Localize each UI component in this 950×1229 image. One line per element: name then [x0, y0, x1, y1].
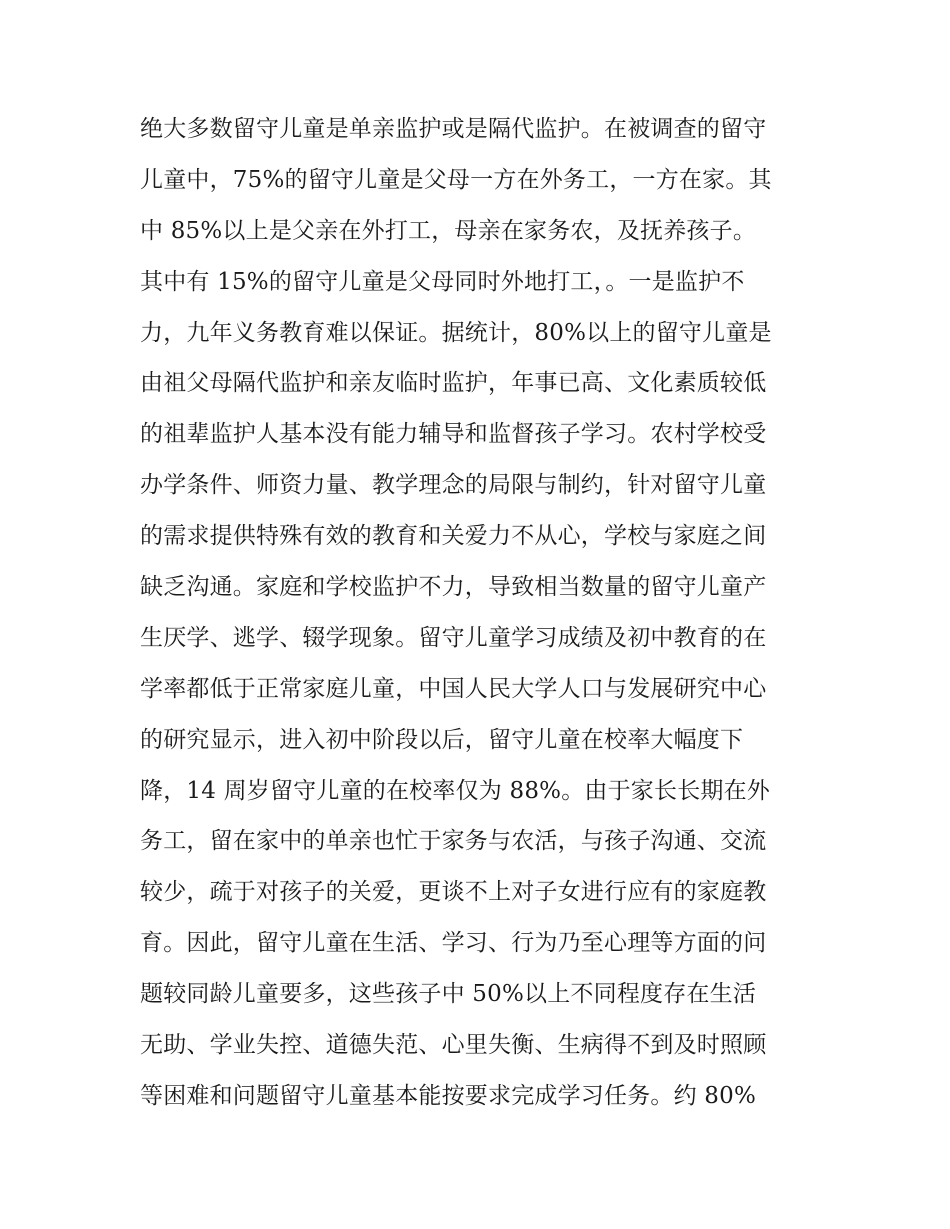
- text-line-13: 的研究显示，进入初中阶段以后，留守儿童在校率大幅度下: [140, 726, 744, 753]
- text-line-17: 育。因此，留守儿童在生活、学习、行为乃至心理等方面的问: [140, 930, 767, 957]
- text-line-16: 较少，疏于对孩子的关爱，更谈不上对子女进行应有的家庭教: [140, 879, 767, 906]
- text-line-6: 由祖父母隔代监护和亲友临时监护，年事已高、文化素质较低: [140, 370, 767, 397]
- text-line-9: 的需求提供特殊有效的教育和关爱力不从心，学校与家庭之间: [140, 523, 767, 550]
- text-line-8: 办学条件、师资力量、教学理念的局限与制约，针对留守儿童: [140, 472, 767, 499]
- text-line-14: 降，14 周岁留守儿童的在校率仅为 88%。由于家长长期在外: [140, 777, 771, 804]
- text-line-7: 的祖辈监护人基本没有能力辅导和监督孩子学习。农村学校受: [140, 421, 767, 448]
- text-line-3: 中 85%以上是父亲在外打工，母亲在家务农，及抚养孩子。: [140, 217, 757, 244]
- text-line-12: 学率都低于正常家庭儿童，中国人民大学人口与发展研究中心: [140, 675, 767, 702]
- text-line-2: 儿童中，75%的留守儿童是父母一方在外务工，一方在家。其: [140, 166, 772, 193]
- text-line-20: 等困难和问题留守儿童基本能按要求完成学习任务。约 80%: [140, 1082, 757, 1109]
- text-line-15: 务工，留在家中的单亲也忙于家务与农活，与孩子沟通、交流: [140, 828, 767, 855]
- text-line-18: 题较同龄儿童要多，这些孩子中 50%以上不同程度存在生活: [140, 981, 757, 1008]
- text-line-11: 生厌学、逃学、辍学现象。留守儿童学习成绩及初中教育的在: [140, 624, 767, 651]
- text-line-5: 力，九年义务教育难以保证。据统计，80%以上的留守儿童是: [140, 319, 772, 346]
- text-line-19: 无助、学业失控、道德失范、心里失衡、生病得不到及时照顾: [140, 1032, 767, 1059]
- text-line-1: 绝大多数留守儿童是单亲监护或是隔代监护。在被调查的留守: [140, 116, 767, 142]
- body-text: [140, 104, 830, 1122]
- text-line-10: 缺乏沟通。家庭和学校监护不力，导致相当数量的留守儿童产: [140, 574, 767, 601]
- text-line-4: 其中有 15%的留守儿童是父母同时外地打工，。一是监护不: [140, 268, 745, 295]
